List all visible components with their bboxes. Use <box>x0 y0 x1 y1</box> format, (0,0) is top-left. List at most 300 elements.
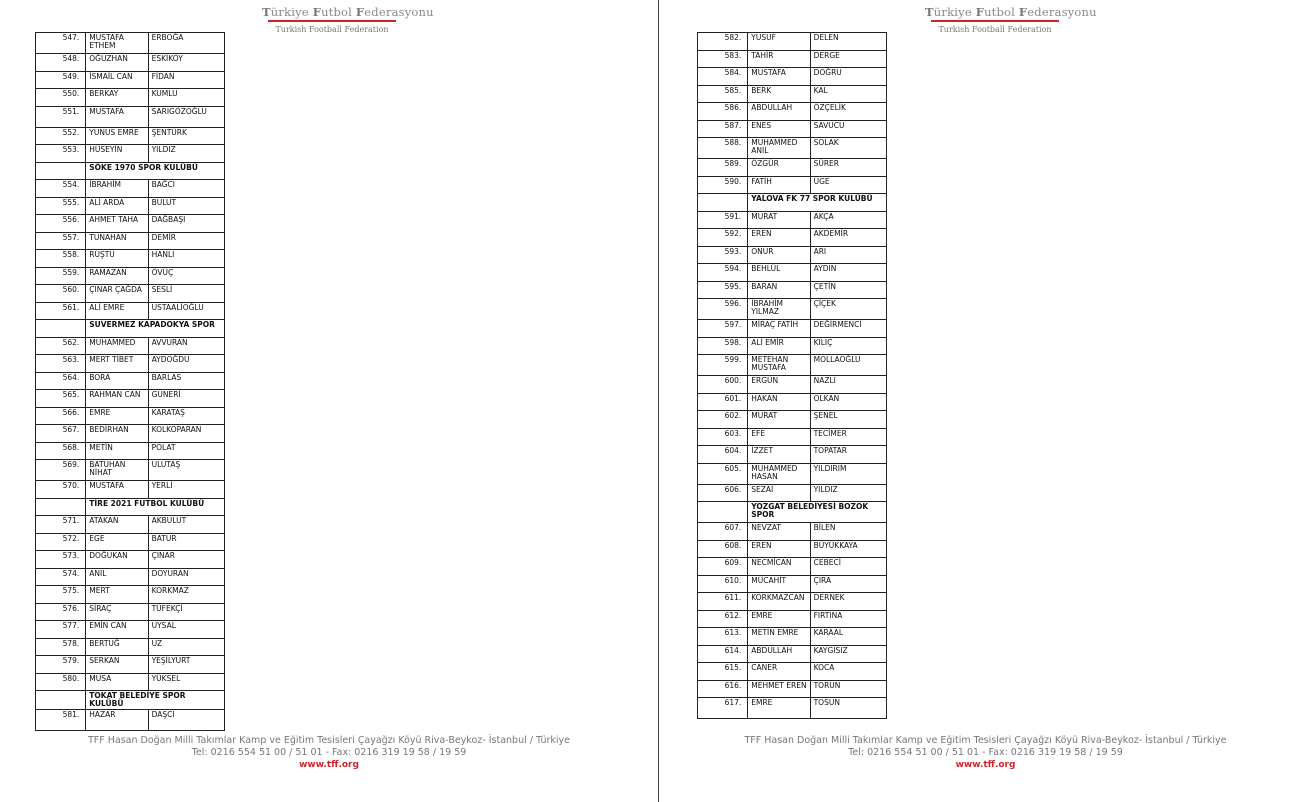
player-first-name: EREN <box>748 229 810 247</box>
player-first-name: EMRE <box>86 407 148 425</box>
player-first-name: BARAN <box>748 281 810 299</box>
player-last-name: ULUTAŞ <box>148 460 224 481</box>
player-first-name: METİN EMRE <box>748 628 810 646</box>
tff-logo <box>925 4 1097 36</box>
player-last-name: ÜGE <box>810 176 886 194</box>
player-first-name: FATİH <box>748 176 810 194</box>
player-row <box>698 138 887 159</box>
player-first-name: KORKMAZCAN <box>748 593 810 611</box>
player-roster-table <box>697 32 887 719</box>
player-last-name: DAŞCI <box>148 710 224 731</box>
player-last-name: ÇETİN <box>810 281 886 299</box>
player-number: 551. <box>36 106 86 127</box>
player-last-name: FİDAN <box>148 71 224 89</box>
player-row <box>698 540 887 558</box>
player-last-name: USTAALİOĞLU <box>148 302 224 320</box>
player-last-name: DOĞRU <box>810 68 886 86</box>
player-row <box>698 446 887 464</box>
player-row <box>36 638 225 656</box>
player-row <box>698 523 887 541</box>
logo-title: Türkiye Futbol Federasyonu <box>925 5 1097 19</box>
player-row <box>698 85 887 103</box>
player-row <box>36 407 225 425</box>
player-number: 595. <box>698 281 748 299</box>
player-last-name: BAĞCI <box>148 180 224 198</box>
player-number: 556. <box>36 215 86 233</box>
player-row <box>698 246 887 264</box>
player-row <box>36 302 225 320</box>
player-first-name: ABDULLAH <box>748 103 810 121</box>
player-row <box>36 551 225 569</box>
document-page-right <box>660 0 1311 802</box>
player-first-name: RÜŞTÜ <box>86 250 148 268</box>
player-last-name: ÖZÇELİK <box>810 103 886 121</box>
player-last-name: DERNEK <box>810 593 886 611</box>
player-row <box>698 698 887 719</box>
club-name: SUVERMEZ KAPADOKYA SPOR <box>86 320 225 338</box>
player-first-name: BEHLÜL <box>748 264 810 282</box>
player-first-name: MEHMET EREN <box>748 680 810 698</box>
player-row <box>698 337 887 355</box>
player-number: 559. <box>36 267 86 285</box>
player-row <box>698 68 887 86</box>
player-number: 591. <box>698 211 748 229</box>
player-last-name: BİLEN <box>810 523 886 541</box>
player-row <box>36 180 225 198</box>
player-first-name: MUSTAFA <box>748 68 810 86</box>
player-last-name: ESKİKÖY <box>148 54 224 72</box>
player-first-name: BERTUĞ <box>86 638 148 656</box>
footer-address: TFF Hasan Doğan Milli Takımlar Kamp ve Eğitim Tesisleri Çayağzı Köyü Riva-Beykoz- İstanbul / Türkiye <box>87 735 571 746</box>
player-number: 562. <box>36 337 86 355</box>
player-number: 578. <box>36 638 86 656</box>
player-row <box>36 516 225 534</box>
player-number: 593. <box>698 246 748 264</box>
player-first-name: EMRE <box>748 698 810 719</box>
player-first-name: ENES <box>748 120 810 138</box>
footer-website-link[interactable]: www.tff.org <box>299 760 359 770</box>
player-row <box>36 89 225 107</box>
player-first-name: MERT <box>86 586 148 604</box>
player-first-name: MİRAÇ FATİH <box>748 320 810 338</box>
player-number: 581. <box>36 710 86 731</box>
player-row <box>36 232 225 250</box>
player-row <box>36 568 225 586</box>
player-row <box>698 645 887 663</box>
player-last-name: TOPATAR <box>810 446 886 464</box>
club-header-row <box>698 194 887 212</box>
player-first-name: MUHAMMED ANIL <box>748 138 810 159</box>
player-last-name: TOSUN <box>810 698 886 719</box>
player-number: 549. <box>36 71 86 89</box>
player-last-name: KARAAL <box>810 628 886 646</box>
player-number: 568. <box>36 442 86 460</box>
player-first-name: MUSTAFA ETHEM <box>86 33 148 54</box>
player-first-name: ÇINAR ÇAĞDA <box>86 285 148 303</box>
player-number: 615. <box>698 663 748 681</box>
player-last-name: SOLAK <box>810 138 886 159</box>
player-number: 557. <box>36 232 86 250</box>
player-row <box>698 264 887 282</box>
player-last-name: AVVURAN <box>148 337 224 355</box>
player-row <box>36 267 225 285</box>
player-first-name: MURAT <box>748 211 810 229</box>
player-row <box>698 610 887 628</box>
player-last-name: GÜNERİ <box>148 390 224 408</box>
player-number: 610. <box>698 575 748 593</box>
player-last-name: YÜKSEL <box>148 673 224 691</box>
club-header-row <box>698 502 887 523</box>
player-last-name: BÜYÜKKAYA <box>810 540 886 558</box>
player-number: 569. <box>36 460 86 481</box>
player-first-name: NECMİCAN <box>748 558 810 576</box>
player-number: 604. <box>698 446 748 464</box>
player-number: 583. <box>698 50 748 68</box>
player-row <box>36 106 225 127</box>
player-number: 600. <box>698 376 748 394</box>
player-number: 552. <box>36 127 86 145</box>
player-row <box>36 710 225 731</box>
player-number: 601. <box>698 393 748 411</box>
player-last-name: KOLKOPARAN <box>148 425 224 443</box>
player-last-name: ÖVÜÇ <box>148 267 224 285</box>
player-last-name: POLAT <box>148 442 224 460</box>
club-header-row <box>36 691 225 710</box>
player-number: 554. <box>36 180 86 198</box>
player-first-name: YUSUF <box>748 33 810 51</box>
player-number: 616. <box>698 680 748 698</box>
player-number: 571. <box>36 516 86 534</box>
club-name: TOKAT BELEDİYE SPOR KULÜBÜ <box>86 691 225 710</box>
player-first-name: MUSA <box>86 673 148 691</box>
player-number: 587. <box>698 120 748 138</box>
player-number: 548. <box>36 54 86 72</box>
player-last-name: DEMİR <box>148 232 224 250</box>
player-last-name: ÇINAR <box>148 551 224 569</box>
player-last-name: BULUT <box>148 197 224 215</box>
player-row <box>698 376 887 394</box>
player-row <box>698 393 887 411</box>
player-number: 565. <box>36 390 86 408</box>
player-row <box>698 320 887 338</box>
club-row-spacer <box>698 502 748 523</box>
club-row-spacer <box>36 320 86 338</box>
player-last-name: KORKMAZ <box>148 586 224 604</box>
logo-subtitle: Turkish Football Federation <box>938 25 1052 34</box>
player-number: 558. <box>36 250 86 268</box>
club-header-row <box>36 498 225 516</box>
player-first-name: BERKAY <box>86 89 148 107</box>
player-number: 582. <box>698 33 748 51</box>
player-row <box>36 54 225 72</box>
player-last-name: DAĞBAŞI <box>148 215 224 233</box>
player-row <box>36 533 225 551</box>
player-last-name: KAL <box>810 85 886 103</box>
player-last-name: FIRTINA <box>810 610 886 628</box>
club-header-row <box>36 162 225 180</box>
player-last-name: HANLI <box>148 250 224 268</box>
player-row <box>698 211 887 229</box>
player-first-name: DOĞUKAN <box>86 551 148 569</box>
player-last-name: YILDIRIM <box>810 463 886 484</box>
player-first-name: OĞUZHAN <box>86 54 148 72</box>
club-row-spacer <box>698 194 748 212</box>
player-number: 575. <box>36 586 86 604</box>
player-first-name: EREN <box>748 540 810 558</box>
player-last-name: YILDIZ <box>148 145 224 163</box>
player-first-name: ERGÜN <box>748 376 810 394</box>
player-number: 602. <box>698 411 748 429</box>
player-first-name: HÜSEYİN <box>86 145 148 163</box>
player-row <box>698 484 887 502</box>
player-number: 613. <box>698 628 748 646</box>
player-first-name: ANIL <box>86 568 148 586</box>
player-row <box>36 127 225 145</box>
club-header-row <box>36 320 225 338</box>
player-first-name: EMRE <box>748 610 810 628</box>
logo-title: Türkiye Futbol Federasyonu <box>262 5 434 19</box>
club-name: YALOVA FK 77 SPOR KULÜBÜ <box>748 194 887 212</box>
player-number: 617. <box>698 698 748 719</box>
player-row <box>698 159 887 177</box>
player-first-name: ABDULLAH <box>748 645 810 663</box>
player-first-name: MERT TİBET <box>86 355 148 373</box>
player-last-name: SÜRER <box>810 159 886 177</box>
player-first-name: MUHAMMED HASAN <box>748 463 810 484</box>
player-first-name: RAMAZAN <box>86 267 148 285</box>
player-row <box>36 355 225 373</box>
player-number: 574. <box>36 568 86 586</box>
player-first-name: ALİ EMİR <box>748 337 810 355</box>
player-row <box>36 481 225 499</box>
page-divider <box>658 0 659 802</box>
player-row <box>36 656 225 674</box>
player-first-name: SEZAİ <box>748 484 810 502</box>
player-number: 547. <box>36 33 86 54</box>
player-last-name: ŞENEL <box>810 411 886 429</box>
player-first-name: TUNAHAN <box>86 232 148 250</box>
player-row <box>698 411 887 429</box>
player-number: 612. <box>698 610 748 628</box>
footer-website-link[interactable]: www.tff.org <box>955 760 1016 770</box>
player-row <box>36 337 225 355</box>
player-number: 553. <box>36 145 86 163</box>
player-row <box>698 593 887 611</box>
footer-phone: Tel: 0216 554 51 00 / 51 01 - Fax: 0216 319 19 58 / 19 59 <box>848 747 1123 758</box>
player-last-name: KILIÇ <box>810 337 886 355</box>
player-number: 608. <box>698 540 748 558</box>
player-row <box>36 215 225 233</box>
page-footer <box>0 735 658 771</box>
player-row <box>698 281 887 299</box>
player-row <box>36 285 225 303</box>
player-last-name: AKÇA <box>810 211 886 229</box>
player-number: 605. <box>698 463 748 484</box>
player-number: 607. <box>698 523 748 541</box>
player-number: 573. <box>36 551 86 569</box>
player-last-name: ARI <box>810 246 886 264</box>
player-row <box>698 50 887 68</box>
player-first-name: MUHAMMED <box>86 337 148 355</box>
player-last-name: UZ <box>148 638 224 656</box>
player-first-name: EMİN CAN <box>86 621 148 639</box>
player-last-name: YERLİ <box>148 481 224 499</box>
player-last-name: KAYGISIZ <box>810 645 886 663</box>
player-first-name: ALİ EMRE <box>86 302 148 320</box>
player-first-name: BEDİRHAN <box>86 425 148 443</box>
player-last-name: DEĞİRMENCİ <box>810 320 886 338</box>
player-number: 586. <box>698 103 748 121</box>
player-number: 577. <box>36 621 86 639</box>
player-last-name: TECİMER <box>810 428 886 446</box>
player-number: 563. <box>36 355 86 373</box>
player-last-name: AYDIN <box>810 264 886 282</box>
player-number: 585. <box>698 85 748 103</box>
player-number: 567. <box>36 425 86 443</box>
club-row-spacer <box>36 691 86 710</box>
player-last-name: KUMLU <box>148 89 224 107</box>
player-row <box>698 176 887 194</box>
player-first-name: MUSTAFA <box>86 481 148 499</box>
footer-phone: Tel: 0216 554 51 00 / 51 01 - Fax: 0216 319 19 58 / 19 59 <box>191 747 467 758</box>
player-number: 572. <box>36 533 86 551</box>
player-first-name: EFE <box>748 428 810 446</box>
player-first-name: İZZET <box>748 446 810 464</box>
player-row <box>36 621 225 639</box>
footer-address: TFF Hasan Doğan Milli Takımlar Kamp ve Eğitim Tesisleri Çayağzı Köyü Riva-Beykoz- İstanbul / Türkiye <box>744 735 1227 746</box>
player-row <box>698 355 887 376</box>
player-first-name: SİRAÇ <box>86 603 148 621</box>
player-first-name: ONUR <box>748 246 810 264</box>
player-first-name: METEHAN MUSTAFA <box>748 355 810 376</box>
player-first-name: MURAT <box>748 411 810 429</box>
player-first-name: METİN <box>86 442 148 460</box>
player-row <box>698 33 887 51</box>
player-row <box>36 425 225 443</box>
player-row <box>698 680 887 698</box>
player-number: 579. <box>36 656 86 674</box>
player-last-name: AYDOĞDU <box>148 355 224 373</box>
player-row <box>36 673 225 691</box>
player-last-name: DELEN <box>810 33 886 51</box>
player-last-name: AKDEMİR <box>810 229 886 247</box>
page-footer <box>660 735 1311 771</box>
player-row <box>36 197 225 215</box>
player-last-name: YILDIZ <box>810 484 886 502</box>
player-row <box>36 372 225 390</box>
player-number: 588. <box>698 138 748 159</box>
player-last-name: BATUR <box>148 533 224 551</box>
player-last-name: SARIGÖZOĞLU <box>148 106 224 127</box>
player-last-name: ÇİÇEK <box>810 299 886 320</box>
player-row <box>36 390 225 408</box>
player-number: 606. <box>698 484 748 502</box>
player-row <box>698 628 887 646</box>
player-last-name: SAVUCU <box>810 120 886 138</box>
player-number: 584. <box>698 68 748 86</box>
player-number: 576. <box>36 603 86 621</box>
player-roster-table <box>35 32 225 731</box>
player-row <box>698 103 887 121</box>
player-last-name: ÇIRA <box>810 575 886 593</box>
player-first-name: ATAKAN <box>86 516 148 534</box>
player-row <box>36 586 225 604</box>
player-first-name: BATUHAN NİHAT <box>86 460 148 481</box>
player-number: 564. <box>36 372 86 390</box>
player-row <box>698 463 887 484</box>
player-first-name: AHMET TAHA <box>86 215 148 233</box>
player-number: 609. <box>698 558 748 576</box>
player-number: 611. <box>698 593 748 611</box>
player-number: 592. <box>698 229 748 247</box>
player-first-name: MÜCAHİT <box>748 575 810 593</box>
player-first-name: İSMAİL CAN <box>86 71 148 89</box>
player-first-name: BERK <box>748 85 810 103</box>
club-row-spacer <box>36 498 86 516</box>
player-row <box>36 442 225 460</box>
player-first-name: HAZAR <box>86 710 148 731</box>
player-last-name: DOYURAN <box>148 568 224 586</box>
player-first-name: HAKAN <box>748 393 810 411</box>
player-last-name: CEBECİ <box>810 558 886 576</box>
player-first-name: MUSTAFA <box>86 106 148 127</box>
player-number: 599. <box>698 355 748 376</box>
player-first-name: NEVZAT <box>748 523 810 541</box>
player-row <box>698 299 887 320</box>
player-number: 597. <box>698 320 748 338</box>
player-first-name: CANER <box>748 663 810 681</box>
player-last-name: KARATAŞ <box>148 407 224 425</box>
player-first-name: RAHMAN CAN <box>86 390 148 408</box>
player-row <box>698 558 887 576</box>
player-number: 580. <box>36 673 86 691</box>
player-row <box>698 428 887 446</box>
player-last-name: DERGE <box>810 50 886 68</box>
player-row <box>698 663 887 681</box>
player-number: 566. <box>36 407 86 425</box>
player-last-name: SESLİ <box>148 285 224 303</box>
club-name: SÖKE 1970 SPOR KULÜBÜ <box>86 162 225 180</box>
player-last-name: OLKAN <box>810 393 886 411</box>
player-first-name: ÖZGÜR <box>748 159 810 177</box>
club-name: YOZGAT BELEDİYESİ BOZOK SPOR <box>748 502 887 523</box>
player-number: 603. <box>698 428 748 446</box>
player-row <box>36 145 225 163</box>
player-first-name: TAHİR <box>748 50 810 68</box>
player-number: 598. <box>698 337 748 355</box>
player-number: 560. <box>36 285 86 303</box>
player-row <box>36 250 225 268</box>
player-last-name: TORUN <box>810 680 886 698</box>
player-number: 570. <box>36 481 86 499</box>
player-row <box>36 33 225 54</box>
player-first-name: ALİ ARDA <box>86 197 148 215</box>
player-last-name: BARLAS <box>148 372 224 390</box>
player-number: 550. <box>36 89 86 107</box>
player-last-name: MOLLAOĞLU <box>810 355 886 376</box>
player-last-name: TÜFEKÇİ <box>148 603 224 621</box>
player-number: 594. <box>698 264 748 282</box>
player-number: 589. <box>698 159 748 177</box>
player-row <box>36 603 225 621</box>
player-row <box>698 575 887 593</box>
player-first-name: EGE <box>86 533 148 551</box>
logo-red-rule <box>268 20 396 22</box>
player-first-name: SERKAN <box>86 656 148 674</box>
player-last-name: UYSAL <box>148 621 224 639</box>
logo-subtitle: Turkish Football Federation <box>275 25 389 34</box>
player-number: 596. <box>698 299 748 320</box>
